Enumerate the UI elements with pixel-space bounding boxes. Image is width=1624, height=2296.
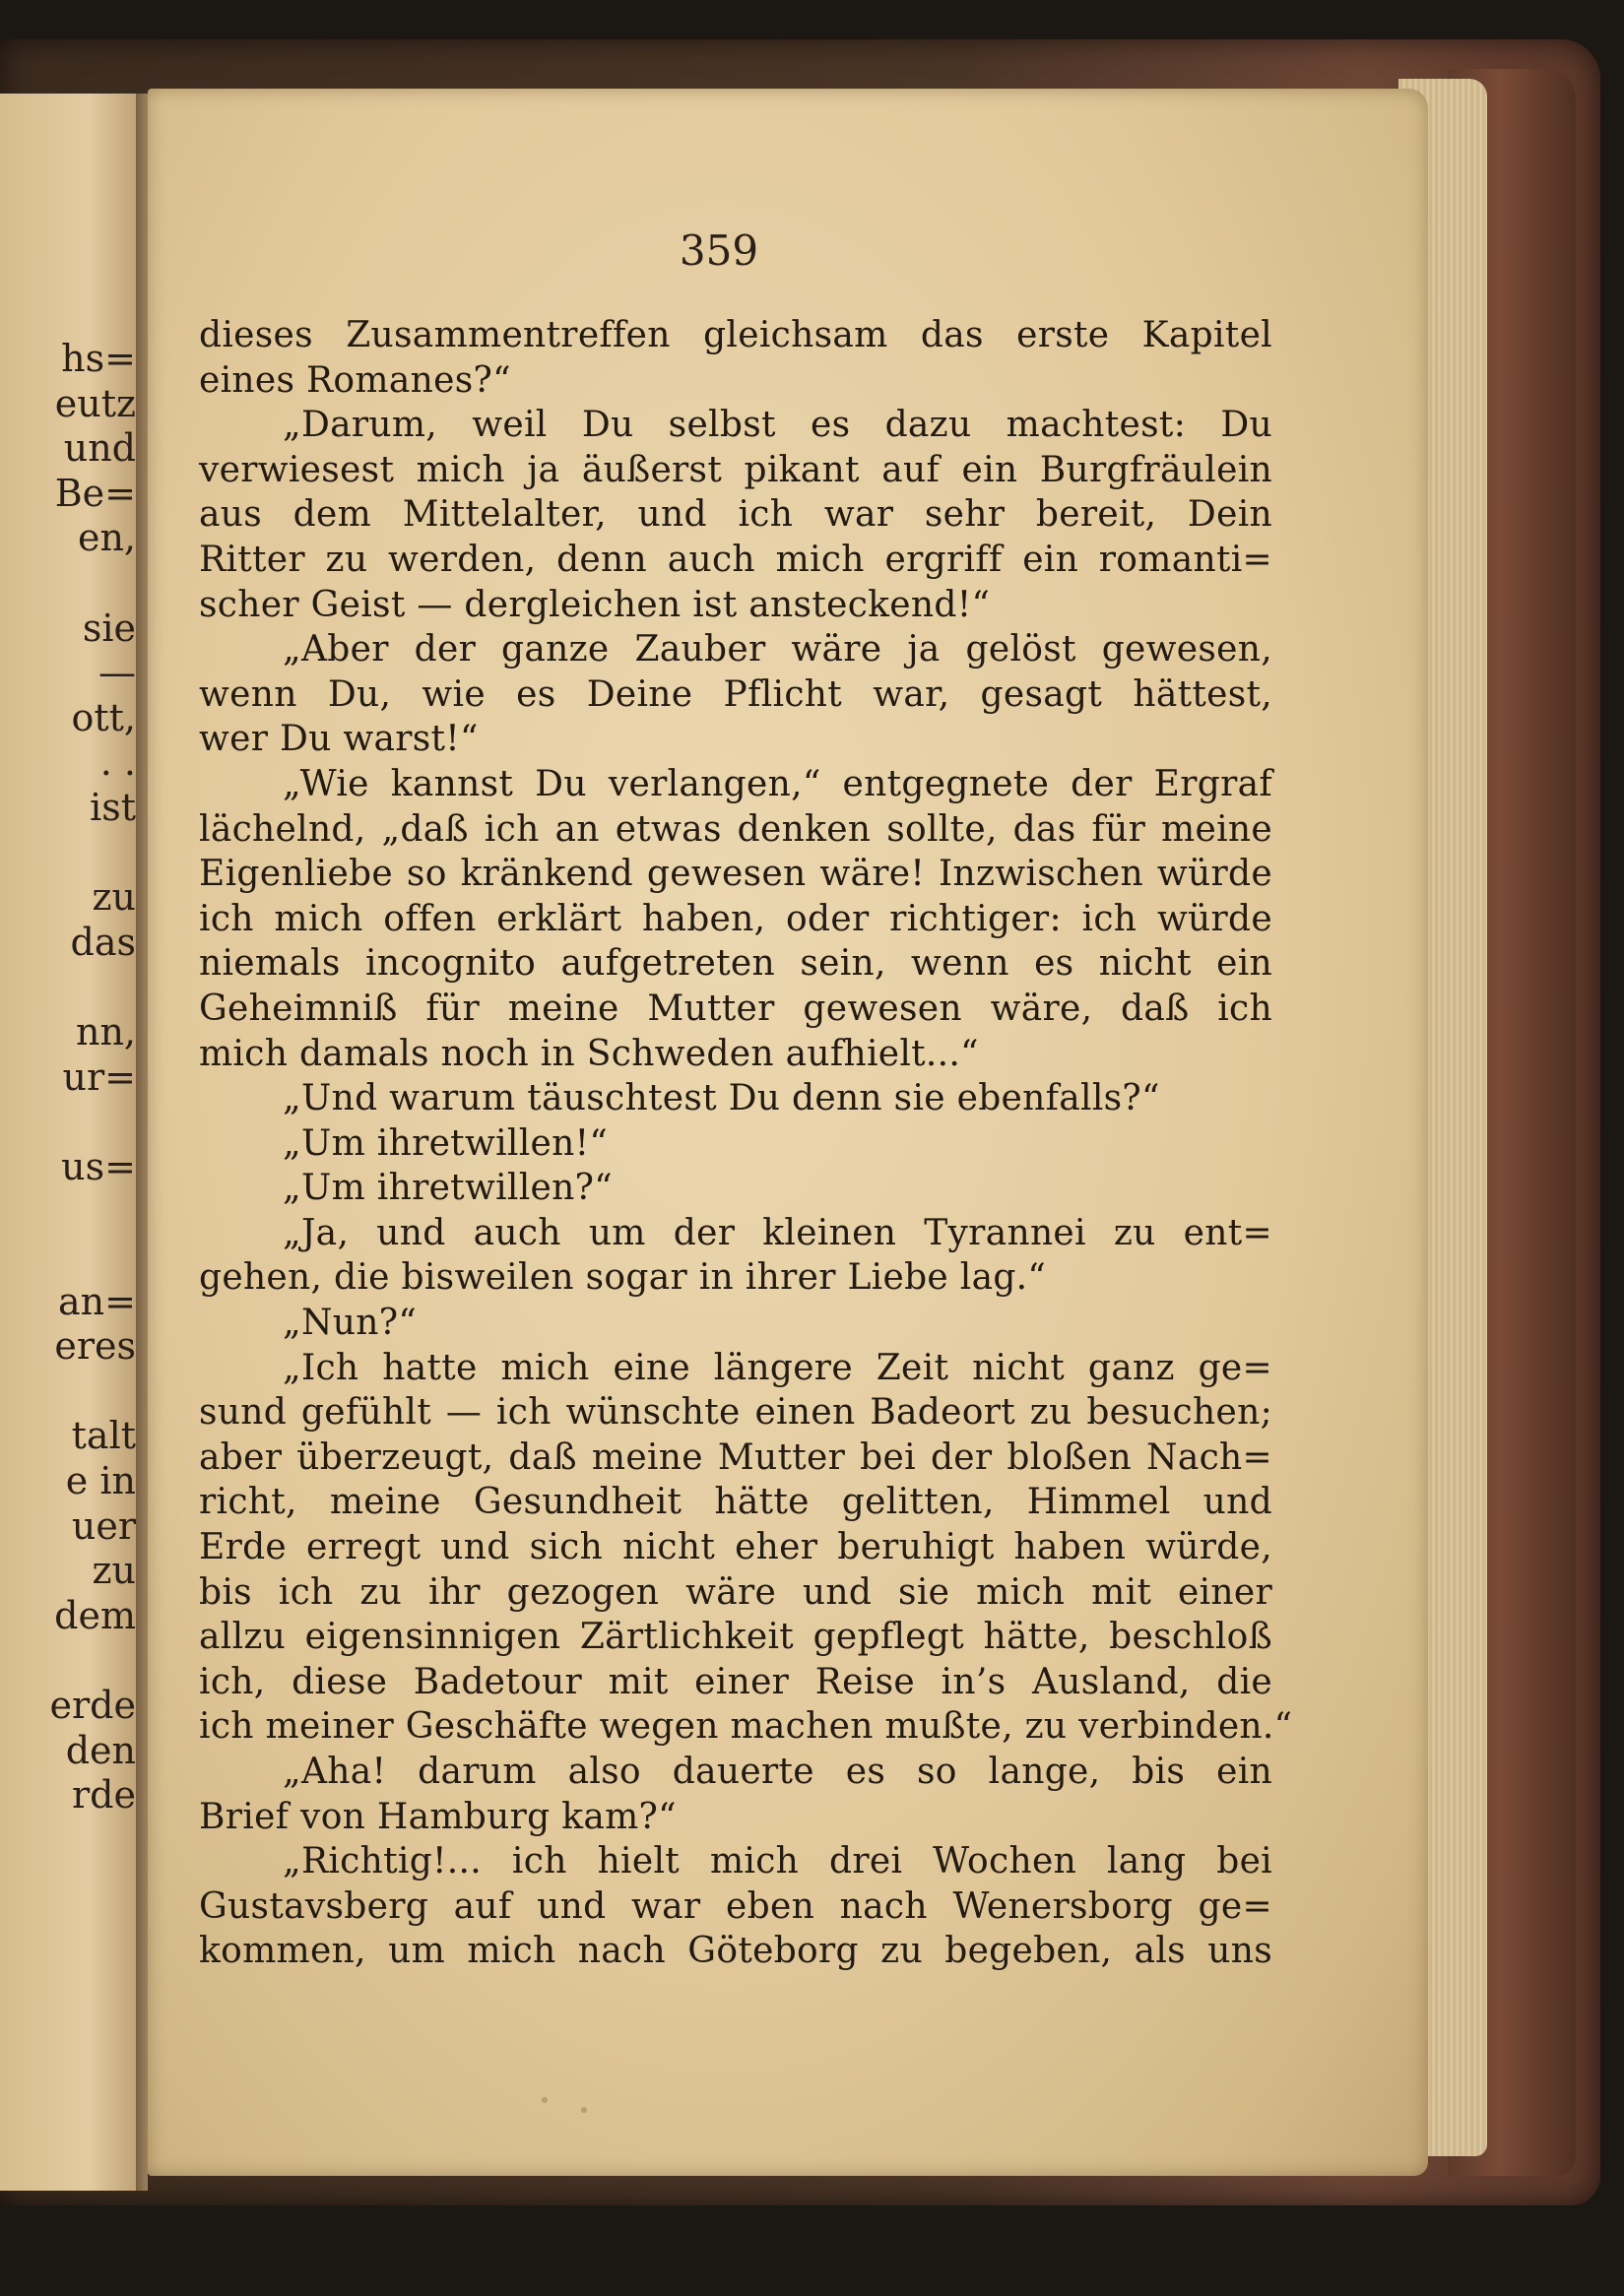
text-line: Ritter zu werden, denn auch mich ergriff ein romanti= [199,539,1272,580]
left-page-fragment: e in [65,1459,136,1502]
text-line: „Um ihretwillen!“ [283,1122,609,1164]
left-page-fragment: en, [77,516,136,560]
left-page [0,94,148,2191]
text-line: Gustavsberg auf und war eben nach Wenersborg ge= [199,1885,1272,1927]
text-line: bis ich zu ihr gezogen wäre und sie mich mit einer [199,1571,1272,1613]
text-line: ich, diese Badetour mit einer Reise in’s Ausland, die [199,1661,1272,1702]
text-line: richt, meine Gesundheit hätte gelitten, Himmel und [199,1482,1272,1523]
text-line: mich damals noch in Schweden aufhielt...“ [199,1033,979,1074]
text-line: wer Du warst!“ [199,719,479,760]
text-line: sund gefühlt — ich wünschte einen Badeort zu besuchen; [199,1392,1272,1434]
text-line: ich mich offen erklärt haben, oder richtiger: ich würde [199,898,1272,939]
text-line: Eigenliebe so kränkend gewesen wäre! Inzwischen würde [199,854,1272,895]
left-page-fragment: — [98,651,136,695]
left-page-fragment: den [65,1728,136,1772]
text-line: allzu eigensinnigen Zärtlichkeit gepflegt hätte, beschloß [199,1617,1272,1658]
text-line: verwiesest mich ja äußerst pikant auf ein Burgfräulein [199,449,1272,490]
paper-speck [542,2097,548,2103]
left-page-fragment: ur= [62,1054,136,1099]
paper-speck [581,2107,587,2113]
left-page-fragment: rde [72,1773,136,1818]
text-line: wenn Du, wie es Deine Pflicht war, gesagt hättest, [199,673,1272,715]
left-page-fragment: us= [61,1144,136,1188]
left-page-fragment: das [70,920,136,964]
left-page-fragment: an= [58,1279,136,1323]
left-page-fragment: zu [92,1549,136,1593]
text-line: aber überzeugt, daß meine Mutter bei der bloßen Nach= [199,1436,1272,1478]
left-page-fragment: uer [71,1503,136,1548]
text-line: Erde erregt und sich nicht eher beruhigt haben würde, [199,1527,1272,1568]
left-page-fragment: ist [90,786,136,829]
text-line: „Ich hatte mich eine längere Zeit nicht ganz ge= [283,1347,1272,1388]
text-line: „Um ihretwillen?“ [283,1168,613,1209]
text-line: „Wie kannst Du verlangen,“ entgegnete der Ergraf [283,763,1272,804]
left-page-fragment: talt [71,1414,136,1458]
left-page-fragment: erde [49,1684,136,1727]
left-page-fragment: hs= [61,337,136,380]
text-line: kommen, um mich nach Göteborg zu begeben, als uns [199,1931,1272,1972]
text-line: „Darum, weil Du selbst es dazu machtest: Du [283,405,1272,446]
left-page-fragment: dem [54,1593,136,1637]
left-page-fragment: Be= [54,471,136,515]
text-line: „Und warum täuschtest Du denn sie ebenfalls?“ [283,1078,1160,1119]
text-line: Geheimniß für meine Mutter gewesen wäre, daß ich [199,988,1272,1029]
left-page-fragment: . . [99,740,136,785]
text-line: scher Geist — dergleichen ist ansteckend!“ [199,584,991,625]
left-page-fragment: sie [82,606,136,650]
page-number: 359 [679,226,759,275]
text-line: dieses Zusammentreffen gleichsam das erste Kapitel [199,315,1272,355]
text-line: „Nun?“ [283,1303,418,1344]
right-page [148,89,1428,2176]
text-line: „Aha! darum also dauerte es so lange, bis ein [283,1752,1272,1792]
text-line: „Richtig!... ich hielt mich drei Wochen lang bei [283,1841,1272,1882]
left-page-fragment: nn, [75,1010,136,1053]
text-line: ich meiner Geschäfte wegen machen mußte, zu verbinden.“ [199,1706,1293,1748]
left-page-fragment: eres [54,1324,136,1369]
text-line: aus dem Mittelalter, und ich war sehr bereit, Dein [199,494,1272,536]
left-page-fragment: zu [92,875,136,920]
left-page-fragment: eutz [54,381,136,425]
text-line: „Ja, und auch um der kleinen Tyrannei zu ent= [283,1212,1272,1253]
text-line: Brief von Hamburg kam?“ [199,1796,677,1837]
text-line: eines Romanes?“ [199,359,511,401]
text-line: „Aber der ganze Zauber wäre ja gelöst gewesen, [283,629,1272,670]
left-page-fragment: und [63,426,136,471]
text-line: niemals incognito aufgetreten sein, wenn es nicht ein [199,943,1272,985]
text-line: gehen, die bisweilen sogar in ihrer Liebe lag.“ [199,1257,1047,1299]
text-line: lächelnd, „daß ich an etwas denken sollte, das für meine [199,808,1272,850]
left-page-fragment: ott, [71,695,136,739]
page-text [199,313,1293,1974]
